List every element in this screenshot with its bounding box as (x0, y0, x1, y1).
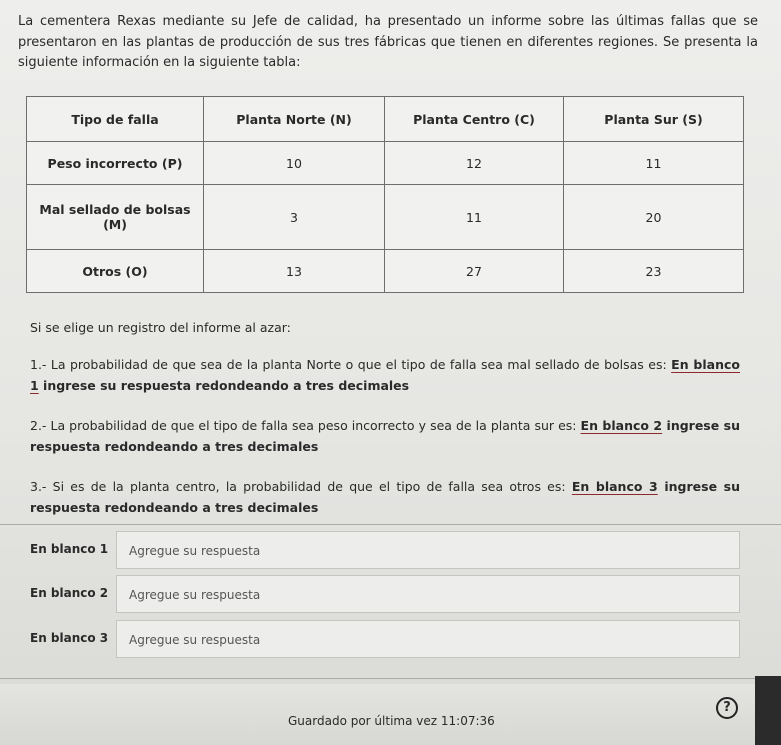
question-3-instruction: ingrese su respuesta redondeando a tres decimales (30, 479, 741, 515)
answer-row-3 (30, 620, 740, 658)
question-2-text: 2.- La probabilidad de que el tipo de falla sea peso incorrecto y sea de la planta sur es: (30, 418, 581, 433)
table-row (27, 142, 744, 185)
header-norte: Planta Norte (N) (204, 97, 385, 142)
answer-2-box[interactable] (116, 575, 740, 613)
answer-row-2 (30, 575, 740, 613)
table-row (27, 185, 744, 250)
saved-time: 11:07:36 (440, 714, 495, 728)
question-2-instruction: ingrese su respuesta redondeando a tres decimales (30, 418, 740, 454)
answer-3-box[interactable] (116, 620, 740, 658)
answer-1-label: En blanco 1 (30, 542, 109, 556)
prompt-text: Si se elige un registro del informe al azar: (30, 320, 291, 335)
blank-2-ref: En blanco 2 (580, 418, 663, 433)
intro-text: La cementera Rexas mediante su Jefe de calidad, ha presentado un informe sobre las últimas fallas que se presentaron en las plantas de producción de sus tres fábricas que tienen en diferentes regiones. Se presenta la siguiente información en la siguiente tabla: (18, 14, 758, 70)
table-header-row (27, 97, 744, 142)
help-icon[interactable]: ? (716, 697, 738, 719)
row-label: Mal sellado de bolsas (M) (27, 185, 204, 250)
question-3-text: 3.- Si es de la planta centro, la probabilidad de que el tipo de falla sea otros es: (30, 479, 572, 494)
answer-1-input[interactable] (127, 538, 631, 564)
question-1-instruction: ingrese su respuesta redondeando a tres decimales (38, 378, 410, 393)
saved-label: Guardado por última vez (288, 714, 438, 728)
header-centro: Planta Centro (C) (385, 97, 564, 142)
question-1-text: 1.- La probabilidad de que sea de la planta Norte o que el tipo de falla sea mal sellado de bolsas es: (30, 357, 672, 372)
failure-table (26, 96, 744, 293)
divider (0, 678, 781, 679)
cell-value: 10 (204, 142, 385, 185)
answer-row-1 (30, 531, 740, 569)
answer-2-label: En blanco 2 (30, 586, 109, 600)
blank-1-ref: En blanco 1 (30, 357, 740, 393)
header-sur: Planta Sur (S) (564, 97, 744, 142)
cell-value: 13 (204, 250, 385, 293)
cell-value: 23 (564, 250, 744, 293)
table-row (27, 250, 744, 293)
question-1 (30, 354, 740, 396)
screen-edge (755, 676, 781, 745)
divider (0, 524, 781, 525)
row-label: Otros (O) (27, 250, 204, 293)
cell-value: 27 (385, 250, 564, 293)
question-3 (30, 476, 740, 518)
answer-1-box[interactable] (116, 531, 740, 569)
answer-2-input[interactable] (127, 582, 631, 608)
cell-value: 12 (385, 142, 564, 185)
question-2 (30, 415, 740, 457)
cell-value: 20 (564, 185, 744, 250)
saved-status (288, 714, 495, 728)
answer-3-input[interactable] (127, 627, 631, 653)
header-tipo: Tipo de falla (27, 97, 204, 142)
cell-value: 11 (385, 185, 564, 250)
cell-value: 11 (564, 142, 744, 185)
row-label: Peso incorrecto (P) (27, 142, 204, 185)
answer-3-label: En blanco 3 (30, 631, 109, 645)
cell-value: 3 (204, 185, 385, 250)
blank-3-ref: En blanco 3 (571, 479, 658, 494)
